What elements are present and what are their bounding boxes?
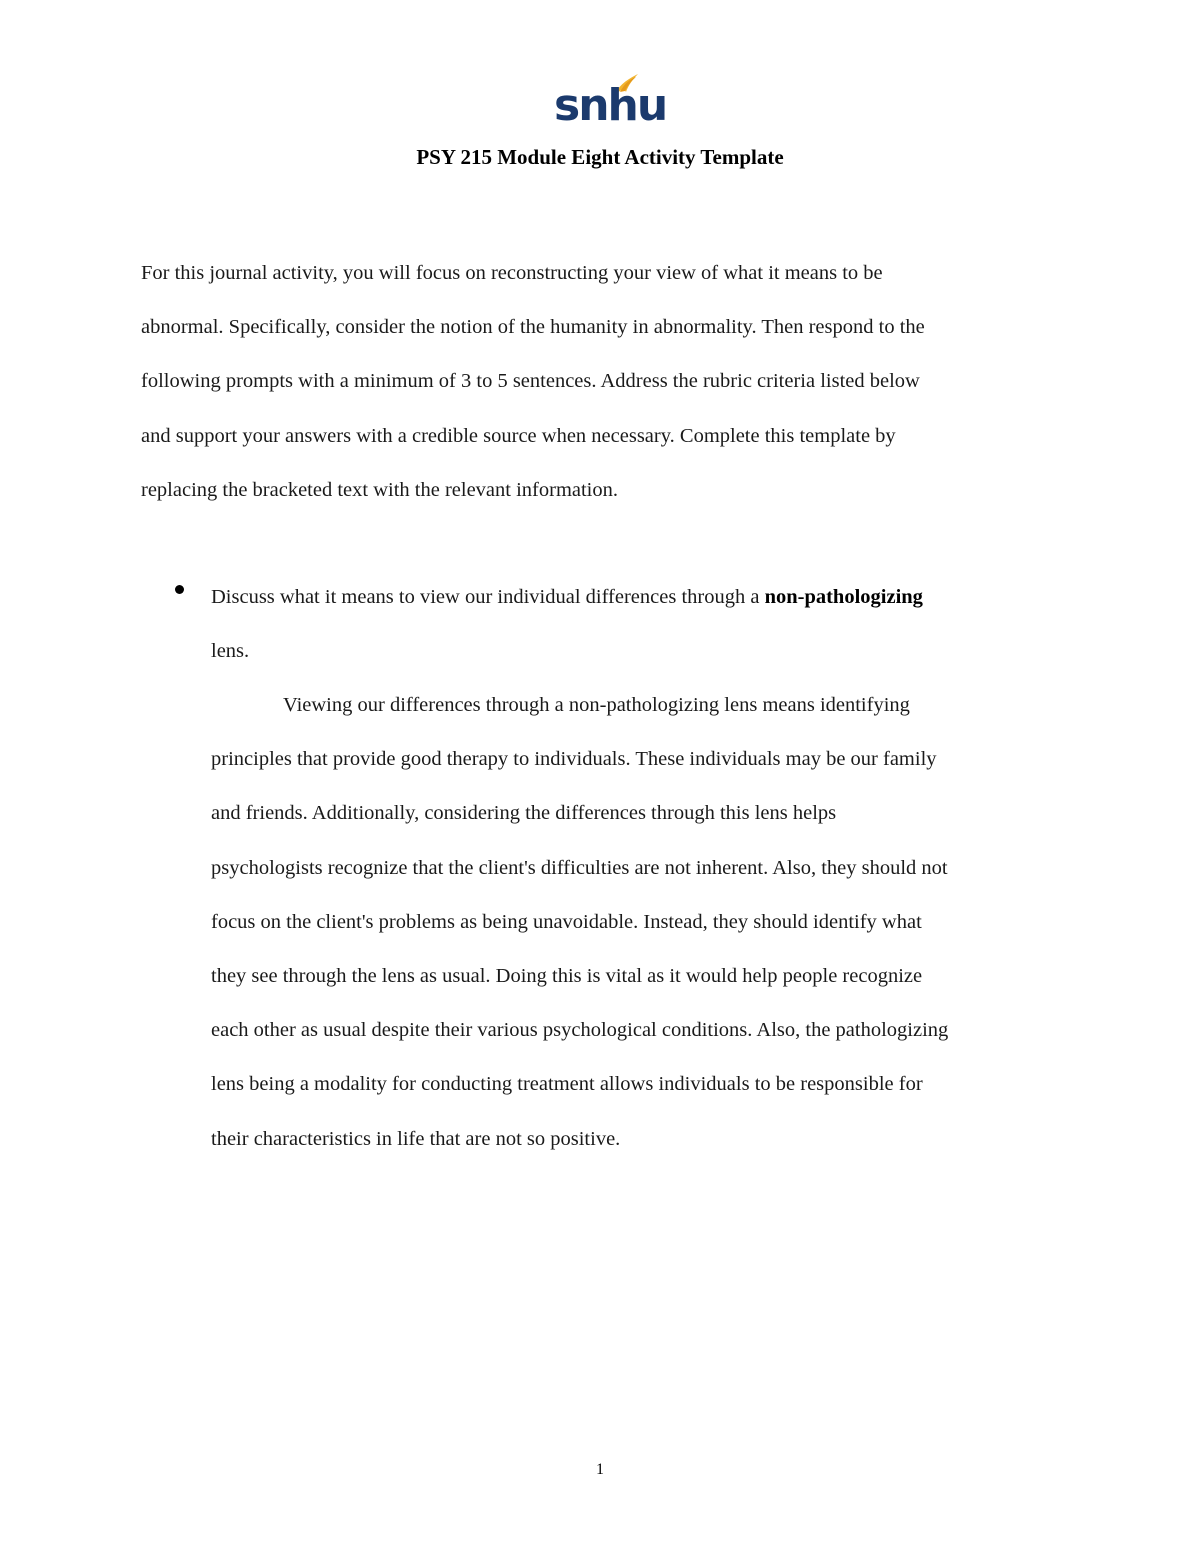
- intro-line: replacing the bracketed text with the relevant information.: [141, 478, 619, 501]
- intro-line: abnormal. Specifically, consider the notion of the humanity in abnormality. Then respond to the: [141, 316, 925, 339]
- prompt-emphasis: non-pathologizing: [764, 586, 923, 608]
- answer-line: they see through the lens as usual. Doing this is vital as it would help people recognize: [211, 965, 923, 988]
- answer-line: psychologists recognize that the client's difficulties are not inherent. Also, they should not: [211, 856, 948, 879]
- answer-line: their characteristics in life that are not so positive.: [211, 1127, 621, 1150]
- logo-wordmark: snhu: [554, 80, 667, 131]
- answer-line: Viewing our differences through a non-pathologizing lens means identifying: [283, 694, 910, 716]
- answer-paragraph: [211, 678, 1081, 1166]
- intro-line: following prompts with a minimum of 3 to 5 sentences. Address the rubric criteria listed below: [141, 370, 920, 393]
- intro-paragraph: [141, 246, 1061, 517]
- answer-line: focus on the client's problems as being unavoidable. Instead, they should identify what: [211, 910, 922, 933]
- answer-line: and friends. Additionally, considering the differences through this lens helps: [211, 802, 837, 825]
- prompt-line-1: [211, 570, 1071, 624]
- prompt-prefix: Discuss what it means to view our individual differences through a: [211, 586, 765, 608]
- prompt-line-2: lens.: [211, 640, 250, 663]
- bullet-icon: [175, 585, 184, 594]
- prompt-text: [211, 570, 1071, 678]
- answer-line: each other as usual despite their various psychological conditions. Also, the pathologizing: [211, 1019, 949, 1042]
- answer-line: principles that provide good therapy to individuals. These individuals may be our family: [211, 748, 937, 771]
- answer-line: lens being a modality for conducting treatment allows individuals to be responsible for: [211, 1073, 923, 1096]
- document-title: PSY 215 Module Eight Activity Template: [416, 145, 784, 169]
- snhu-logo: [554, 72, 667, 132]
- intro-line: For this journal activity, you will focus on reconstructing your view of what it means to be: [141, 262, 883, 284]
- intro-line: and support your answers with a credible source when necessary. Complete this template by: [141, 424, 896, 447]
- page-number: 1: [596, 1461, 604, 1478]
